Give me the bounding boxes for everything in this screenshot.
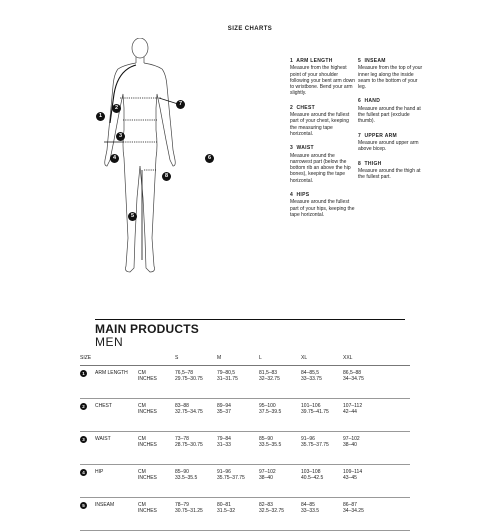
page-title: SIZE CHARTS <box>227 26 273 32</box>
legend-title: WAIST <box>296 145 314 152</box>
value-cell: 80–81 31.5–32 <box>217 498 259 531</box>
figure-marker-8: 8 <box>162 172 171 181</box>
legend-item-inseam <box>358 58 424 90</box>
legend-item-thigh <box>358 161 424 181</box>
unit-cell: CM INCHES <box>138 498 175 531</box>
value-cell: 73–78 28.75–30.75 <box>175 432 217 465</box>
legend-description: Measure around the fullest part of your chest, keeping the measuring tape horizontal. <box>290 112 350 137</box>
legend-title: THIGH <box>364 160 382 167</box>
value-cell: 86–87 34–34.25 <box>343 498 410 531</box>
value-cell: 79–84 31–33 <box>217 432 259 465</box>
value-cell: 97–102 38–40 <box>343 432 410 465</box>
table-row <box>80 366 410 399</box>
value-cell: 78–79 30.75–31.25 <box>175 498 217 531</box>
legend-number: 2 <box>290 104 294 111</box>
row-label: INSEAM <box>95 498 138 531</box>
row-number: 2 <box>80 403 87 410</box>
measurement-legend-left <box>290 58 356 226</box>
column-header-s: S <box>175 352 217 366</box>
column-header-m: M <box>217 352 259 366</box>
column-header-l: L <box>259 352 301 366</box>
table-row <box>80 432 410 465</box>
figure-marker-7: 7 <box>176 100 185 109</box>
unit-cell: CM INCHES <box>138 399 175 432</box>
column-header-xxl: XXL <box>343 352 410 366</box>
value-cell: 82–83 32.5–32.75 <box>259 498 301 531</box>
legend-description: Measure from the top of your inner leg along the inside seam to the bottom of your leg. <box>358 65 423 91</box>
legend-description: Measure around the hand at the fullest part (exclude thumb). <box>358 105 421 125</box>
legend-title: UPPER ARM <box>364 132 398 139</box>
value-cell: 76,5–78 29.75–30.75 <box>175 366 217 399</box>
value-cell: 81,5–83 32–32.75 <box>259 366 301 399</box>
figure-marker-2: 2 <box>112 104 121 113</box>
body-silhouette <box>90 38 240 288</box>
legend-item-hand <box>358 98 424 124</box>
body-figure <box>90 38 240 288</box>
table-header-row <box>80 352 410 366</box>
legend-title: CHEST <box>296 104 315 111</box>
row-label: HIP <box>95 465 138 498</box>
row-number: 3 <box>80 436 87 443</box>
value-cell: 79–80,5 31–31.75 <box>217 366 259 399</box>
legend-number: 7 <box>358 132 362 139</box>
table-row <box>80 399 410 432</box>
unit-cell: CM INCHES <box>138 432 175 465</box>
column-header-size: SIZE <box>80 352 175 366</box>
figure-marker-4: 4 <box>110 154 119 163</box>
row-label: WAIST <box>95 432 138 465</box>
value-cell: 97–102 38–40 <box>259 465 301 498</box>
legend-item-hips <box>290 192 356 218</box>
row-number: 1 <box>80 370 87 377</box>
legend-number: 4 <box>290 192 294 199</box>
legend-title: ARM LENGTH <box>296 58 333 64</box>
section-subtitle: MEN <box>95 335 124 349</box>
figure-marker-1: 1 <box>96 112 105 121</box>
legend-item-arm-length <box>290 58 356 97</box>
figure-marker-6: 6 <box>205 154 214 163</box>
legend-description: Measure around the thigh at the fullest part. <box>358 167 421 181</box>
legend-title: HIPS <box>296 192 310 199</box>
value-cell: 85–90 33.5–35.5 <box>175 465 217 498</box>
value-cell: 85–90 33.5–35.5 <box>259 432 301 465</box>
unit-cell: CM INCHES <box>138 366 175 399</box>
table-row <box>80 498 410 531</box>
value-cell: 83–88 32.75–34.75 <box>175 399 217 432</box>
legend-item-chest <box>290 105 356 137</box>
size-table <box>80 352 410 531</box>
legend-title: HAND <box>364 98 381 105</box>
table-row <box>80 465 410 498</box>
value-cell: 84–85,5 33–33.75 <box>301 366 343 399</box>
legend-description: Measure from the highest point of your shoulder following your bent arm down to wristbone. Bend your arm slightly. <box>290 65 356 97</box>
legend-number: 1 <box>290 58 294 64</box>
legend-number: 6 <box>358 98 362 105</box>
legend-number: 3 <box>290 145 294 152</box>
row-label: ARM LENGTH <box>95 366 138 399</box>
legend-number: 8 <box>358 160 362 167</box>
legend-description: Measure around the fullest part of your hips, keeping the tape horizontal. <box>290 199 355 218</box>
legend-number: 5 <box>358 58 362 64</box>
value-cell: 91–96 35.75–37.75 <box>301 432 343 465</box>
section-divider <box>95 319 405 320</box>
column-header-xl: XL <box>301 352 343 366</box>
unit-cell: CM INCHES <box>138 465 175 498</box>
figure-marker-3: 3 <box>116 132 125 141</box>
value-cell: 91–96 35.75–37.75 <box>217 465 259 498</box>
row-number: 4 <box>80 469 87 476</box>
legend-description: Measure around upper arm above bicep. <box>358 139 419 153</box>
figure-marker-5: 5 <box>128 212 137 221</box>
row-number: 5 <box>80 502 87 509</box>
value-cell: 84–85 33–33.5 <box>301 498 343 531</box>
value-cell: 107–112 42–44 <box>343 399 410 432</box>
row-label: CHEST <box>95 399 138 432</box>
legend-title: INSEAM <box>364 58 386 64</box>
value-cell: 89–94 35–37 <box>217 399 259 432</box>
value-cell: 103–108 40.5–42.5 <box>301 465 343 498</box>
legend-description: Measure around the narrowest part (below the bottom rib an above the hip bones), keeping the tape horizontal. <box>290 152 351 184</box>
value-cell: 109–114 43–45 <box>343 465 410 498</box>
value-cell: 95–100 37.5–39.5 <box>259 399 301 432</box>
value-cell: 86,5–88 34–34.75 <box>343 366 410 399</box>
section-title: MAIN PRODUCTS <box>95 322 199 336</box>
legend-item-waist <box>290 145 356 184</box>
value-cell: 101–106 39.75–41.75 <box>301 399 343 432</box>
legend-item-upper-arm <box>358 133 424 153</box>
measurement-legend-right <box>358 58 424 188</box>
